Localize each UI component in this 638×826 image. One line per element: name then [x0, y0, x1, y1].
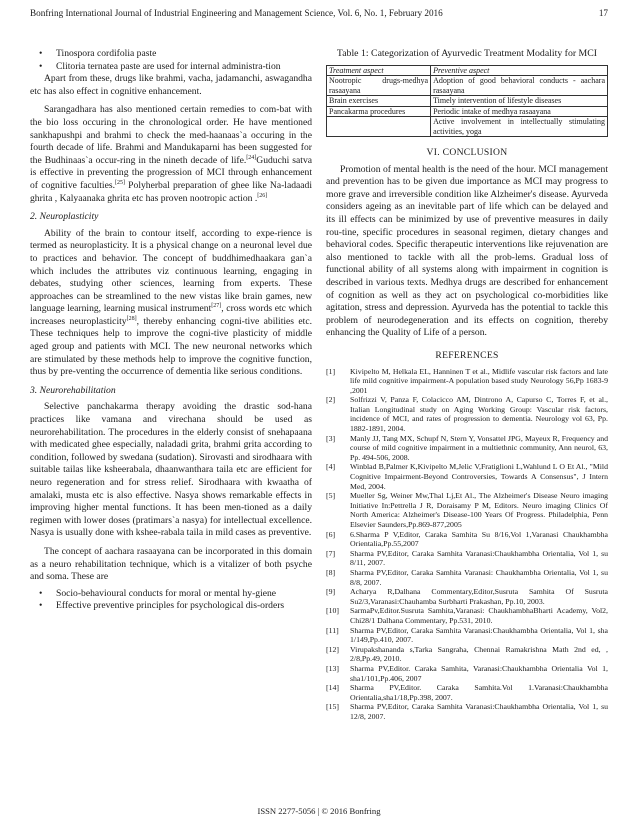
bullet-icon: • — [39, 600, 43, 612]
reference-item — [326, 626, 608, 645]
reference-text: Sharma PV,Editor. Caraka Samhita.Vol 1.Varanasi:Chaukhambha Orientalia,sha1/18,Pp.398, 2007. — [350, 683, 608, 702]
table-row — [327, 76, 608, 96]
reference-text: Acharya R,Dalhana Commentary,Editor,Susruta Samhita Of Susruta Su2/3,Varanasi:Chauhamba Surbharti Prakashan, Pp.10, 2003. — [350, 587, 608, 606]
reference-text: Sharma PV,Editor, Caraka Samhita Varanasi:Chaukhambha Orientalia, Vol 1, su 8/11, 2007. — [350, 548, 608, 568]
table-cell: Periodic intake of medhya rasaayana — [431, 106, 608, 117]
reference-text: Mueller Sg, Weiner Mw,Thal Lj,Et Al., The Alzheimer's Disease Neuro imaging Initiative In:Pettrella J R, Doraisamy P M, Editors. Neuro imaging Clinics Of North America: Alzheimer's Disease-100 Years Of Progress. Philadelphia, Penn Elsevier Saunders,Pp.869-877,2005 — [350, 491, 608, 529]
paragraph: Selective panchakarma therapy avoiding the drastic sod-hana practices like vamana and virechana should be used as neurorehabilitation. The procedures in the elderly consist of snehapaana with medicated ghee especially, naladadi grita, brahmi grita according to condition, followed by swedana (sudation). Sirovasti and sirodhaara with suitable tailas like ksheerabala, dhaanwanthara taila etc are efficient for neuro regeneration and for stress relief. Sirodhaara with kwaatha of amalaki, musta etc is also effective. Nasya shows remarkable effects in improving higher mental functions. It has been men-tioned as a daily regimen with lower doses (pratimars`a nasya) for intellectual excellence. Nasya is usually done with kshee-rabala taila in mild cases as preventive. — [30, 401, 312, 539]
reference-item — [326, 491, 608, 529]
reference-number: [6] — [326, 529, 336, 539]
bullet-icon: • — [39, 587, 43, 599]
bullet-item: • Effective preventive principles for psychological dis-orders — [39, 600, 285, 612]
reference-number: [13] — [326, 663, 339, 673]
reference-number: [2] — [326, 395, 336, 405]
reference-item — [326, 683, 608, 702]
reference-item — [326, 530, 608, 549]
reference-text: SarmaPv,Editor.Susruta Samhita,Varanasi: ChaukhambhaBharti Academy, Vol2, Chi28/1 Dalhana Commentary, Pp.531, 2010. — [350, 606, 608, 625]
journal-title: Bonfring International Journal of Industrial Engineering and Management Science, Vol. 6, No. 1, February 2016 — [30, 8, 443, 18]
reference-text: Virupakshananda s,Tarka Sangraha, Chennai Ramakrishna Math 2nd ed, , 2/8,Pp.49, 2010. — [350, 644, 608, 664]
bullet-item: • Clitoria ternatea paste are used for internal administra-tion — [39, 60, 281, 72]
left-column — [30, 48, 312, 613]
reference-item — [326, 395, 608, 433]
reference-item — [326, 462, 608, 491]
paragraph: The concept of aachara rasaayana can be incorporated in this domain as a neuro rehabilitation technique, which is a vitalizer of both psyche and soma. These are — [30, 545, 312, 583]
paragraph: Sarangadhara has also mentioned certain remedies to com-bat with the bio loss occuring in the chronological order. He have mentioned sankhapushpi and brahmi to check the med-haanaas`a occuring in the fourth decade of life. Brahmi and Mandukaparni has been suggested for the Budhinaas`a occur-ring in the nineth decade of life.[24]Guduchi satva is effective in preventing the progression of MCI through enhancement of cognitive faculties.[25] Polyherbal preparation of ghee like Na-ladaadi ghrita , Kalyaanaka ghrita etc has proven nootropic action .[26] — [30, 104, 312, 204]
table-header-row — [327, 65, 608, 76]
reference-number: [1] — [326, 366, 336, 376]
reference-number: [4] — [326, 462, 336, 472]
reference-item — [326, 587, 608, 606]
reference-number: [7] — [326, 548, 336, 558]
conclusion-paragraph: Promotion of mental health is the need of the hour. MCI management and prevention has to be given due importance as MCI may progress to more grave and irreversible condition like Alzheimer's disease. Ayurveda considers ageing as an inevitable part of life which can be delayed and its ill effects can be minimized by use of preventive measures in daily rou-tine, specific procedures in seasonal regimen, dietary changes and behavioral codes. Specific therapeutic interventions like rejuvenation are also mentioned to tackle with all the prob-lems. Gradual loss of functional ability of all systems along with impairment in cognition is described in various texts. Medhya drugs are described for enhancement of cognition as well as they act on psychological co-morbidities like agitation, stress and depression. Ayurveda has the potential to tackle this problem of neurodegeneration and its effects on cognition, thereby enhancing the Quality of Life of a person. — [326, 163, 608, 339]
section-heading-conclusion: VI. CONCLUSION — [426, 147, 508, 158]
page-number: 17 — [598, 8, 608, 18]
table-cell: Pancakarma procedures — [327, 106, 431, 117]
reference-item — [326, 568, 608, 587]
right-column — [326, 48, 608, 721]
subsection-heading: 2. Neuroplasticity — [30, 211, 99, 223]
reference-number: [15] — [326, 702, 339, 712]
reference-number: [8] — [326, 567, 336, 577]
reference-item — [326, 549, 608, 568]
reference-number: [5] — [326, 491, 336, 501]
table-cell: Active involvement in intellectually stimulating activities, yoga — [431, 117, 608, 137]
reference-text: Solfrizzi V, Panza F, Colacicco AM, Dintrono A, Capurso C, Torres F, et al., Italian Longitudinal study on Aging Working Group: Vascular risk factors, incidence of MCI, and rates of progression to dementia. Neurology vol 63, Pp. 1882-1891, 2004. — [350, 395, 608, 434]
reference-item — [326, 367, 608, 396]
references-heading: REFERENCES — [435, 349, 499, 361]
reference-item — [326, 664, 608, 683]
paragraph: Apart from these, drugs like brahmi, vacha, jadamanchi, aswagandha etc has also effect in cognitive enhancement. — [30, 73, 312, 97]
table-header-cell: Treatment aspect — [327, 65, 431, 76]
paragraph: Ability of the brain to contour itself, according to expe-rience is termed as neuroplasticity. It is a physical change on a neuronal level due to practices and behavior. The concept of buddhimedhaakara gan`a which includes the attributes viz continuous learning, engaging in debates, studying other sciences, learning from experts. These approaches can be streamlined to the new vistas like brain games, new language learning, learning musical instrument[27], cross words etc which increases neuroplasticity[28], thereby enhancing cogni-tive abilities etc. These techniques help to improve the cogni-tive plasticity of middle aged group and patients with MCI. The new neuronal networks which are stimulated by these methods help to improve the cognitive function, thus by pre-venting the occurrence of dementia like serious conditions. — [30, 227, 312, 378]
reference-text: Winblad B,Palmer K,Kivipelto M,Jelic V,Fratiglioni L,Wahlund L O Et Al., "Mild Cognitive Impairment-Beyond Controversies, Towards A Consensus", J Intern Med, 2004. — [350, 462, 608, 491]
table-row — [327, 106, 608, 117]
reference-number: [14] — [326, 683, 339, 693]
reference-text: Sharma PV,Editor, Caraka Samhita Varanasi: Chaukhambha Orientalia, Vol 1, su 8/8, 2007. — [350, 567, 608, 587]
reference-text: 6.Sharma P V,Editor, Caraka Samhita Su 8/16,Vol 1,Varanasi Chaukhambha Orientalia,Pp.55,2007 — [350, 529, 608, 549]
bullet-item: • Tinospora cordifolia paste — [39, 48, 157, 59]
table-row — [327, 117, 608, 137]
reference-list — [326, 367, 608, 722]
reference-number: [12] — [326, 644, 339, 654]
reference-item — [326, 702, 608, 721]
table-cell: Adoption of good behavioral conducts - aachara rasaayana — [431, 76, 608, 96]
reference-text: Manly JJ, Tang MX, Schupf N, Stern Y, Vonsattel JPG, Mayeux R, Frequency and course of mild cognitive impairment in a multiethnic community, Ann neurol, 63, Pp. 494-506, 2008. — [350, 433, 608, 462]
reference-text: Kivipelto M, Helkala EL, Hanninen T et al., Midlife vascular risk factors and late life mild cognitive impairment-A population based study Neurology 56,Pp 1683-9 ,2001 — [350, 366, 608, 395]
table-cell: Nootropic drugs-medhya rasaayana — [327, 76, 431, 96]
table-cell: Timely intervention of lifestyle diseases — [431, 96, 608, 107]
table-row — [327, 96, 608, 107]
reference-text: Sharma PV,Editor, Caraka Samhita Varanasi:Chaukhambha Orientalia, Vol 1, sha 1/149,Pp.410, 2007. — [350, 625, 608, 645]
table-cell — [327, 117, 431, 137]
reference-text: Sharma PV,Editor. Caraka Samhita, Varanasi:Chaukhambha Orientalia Vol 1, sha1/101,Pp.406, 2007 — [350, 663, 608, 683]
table-cell: Brain exercises — [327, 96, 431, 107]
bullet-item: • Socio-behavioural conducts for moral or mental hy-giene — [39, 587, 277, 599]
reference-number: [11] — [326, 625, 339, 635]
bullet-icon: • — [39, 48, 43, 59]
table-header-cell: Preventive aspect — [431, 65, 608, 76]
reference-text: Sharma PV,Editor, Caraka Samhita Varanasi:Chaukhambha Orientalia, Vol 1, su 12/8, 2007. — [350, 702, 608, 721]
page-footer: ISSN 2277-5056 | © 2016 Bonfring — [257, 806, 381, 816]
bullet-icon: • — [39, 60, 43, 72]
reference-number: [3] — [326, 433, 336, 443]
treatment-table — [326, 65, 608, 138]
reference-item — [326, 434, 608, 463]
reference-item — [326, 645, 608, 664]
table-caption: Table 1: Categorization of Ayurvedic Treatment Modality for MCI — [336, 48, 598, 59]
subsection-heading: 3. Neurorehabilitation — [30, 384, 116, 396]
reference-number: [9] — [326, 587, 336, 597]
reference-number: [10] — [326, 606, 339, 616]
reference-item — [326, 606, 608, 625]
